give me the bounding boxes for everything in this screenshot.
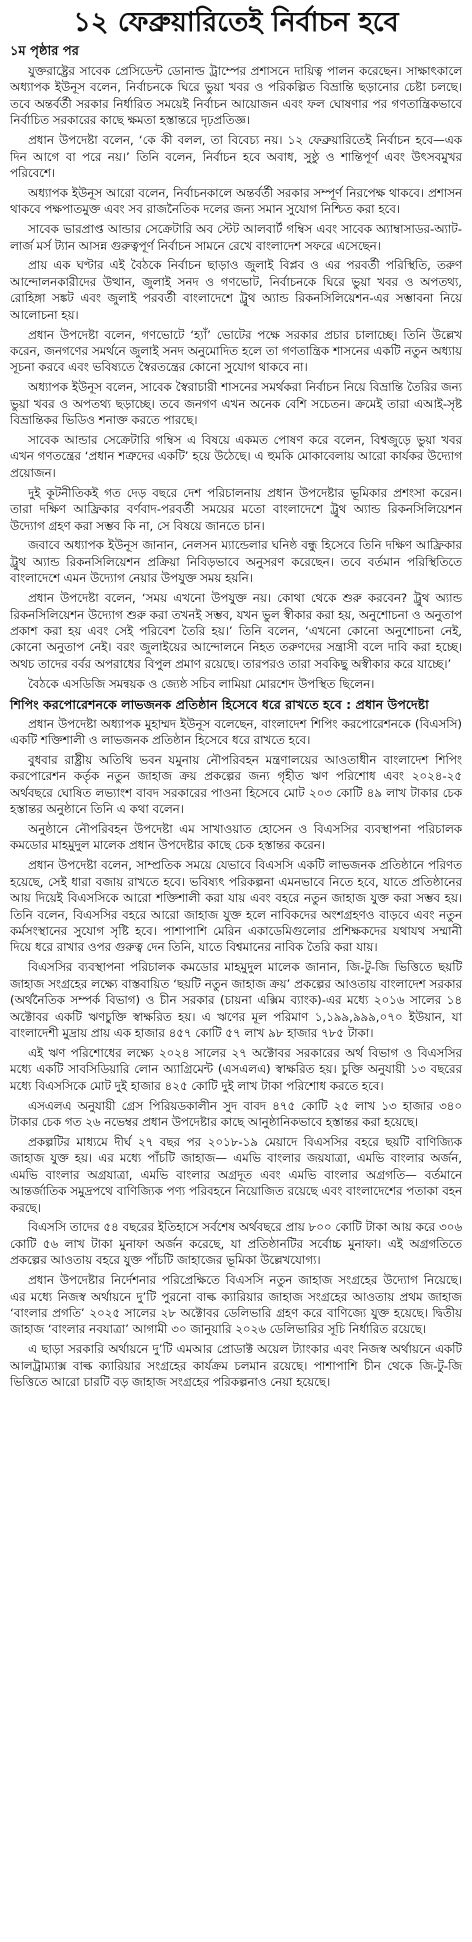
article-paragraph: প্রায় এক ঘণ্টার এই বৈঠকে নির্বাচন ছাড়াও জুলাই বিপ্লব ও এর পরবর্তী পরিস্থিতি, তরুণ আন্দোলনকারীদের উত্থান, জুলাই সনদ ও গণভোট, নির্বাচনকে ঘিরে ভুয়া খবর ও অপতথ্য, রোহিঙ্গা সঙ্কট এবং জুলাই পরবর্তী বাংলাদেশে ট্রুথ অ্যান্ড রিকনসিলিয়েশন-এর সম্ভাবনা নিয়ে আলোচনা হয়। — [10, 258, 462, 322]
article-paragraph: সাবেক আন্ডার সেক্রেটারি গম্বিস এ বিষয়ে একমত পোষণ করে বলেন, বিশ্বজুড়ে ভুয়া খবর এখন গণতন্ত্রের ‘প্রধান শত্রুদের একটি’ হয়ে উঠেছে। এ হুমকি মোকাবেলায় আরো কার্যকর উদ্যোগ প্রয়োজন। — [10, 433, 462, 480]
article-paragraph: বিএসসি তাদের ৫৪ বছরের ইতিহাসে সর্বশেষ অর্থবছরে প্রায় ৮০০ কোটি টাকা আয় করে ৩০৬ কোটি ৫৬ লাখ টাকা মুনাফা অর্জন করেছে, যা প্রতিষ্ঠানটির সর্বোচ্চ মুনাফা। এই অগ্রগতিতে প্রকল্পের আওতায় বহরে যুক্ত পাঁচটি জাহাজের ভূমিকা উল্লেখযোগ্য। — [10, 1220, 462, 1268]
article-paragraph: এ ছাড়া সরকারি অর্থায়নে দু’টি এমআর প্রোডাক্ট অয়েল ট্যাংকার এবং নিজস্ব অর্থায়নে একটি আলট্রাম্যাক্স বাল্ক ক্যারিয়ার সংগ্রহের কার্যক্রম চলমান রয়েছে। পাশাপাশি চীন থেকে জি-টু-জি ভিত্তিতে আরো চারটি বড় জাহাজ সংগ্রহের পরিকল্পনাও নেয়া হয়েছে। — [10, 1342, 462, 1390]
article-paragraph: অধ্যাপক ইউনূস আরো বলেন, নির্বাচনকালে অন্তর্বর্তী সরকার সম্পূর্ণ নিরপেক্ষ থাকবে। প্রশাসন থাকবে পক্ষপাতমুক্ত এবং সব রাজনৈতিক দলের জন্য সমান সুযোগ নিশ্চিত করা হবে। — [10, 185, 462, 217]
article-paragraph: প্রধান উপদেষ্টা অধ্যাপক মুহাম্মদ ইউনূস বলেছেন, বাংলাদেশ শিপিং করপোরেশনকে (বিএসসি) একটি শক্তিশালী ও লাভজনক প্রতিষ্ঠান হিসেবে ধরে রাখতে হবে। — [10, 716, 462, 748]
article-body-part-2 — [10, 716, 462, 1391]
article-paragraph: বৈঠকে এসডিজি সমন্বয়ক ও জ্যেষ্ঠ সচিব লামিয়া মোরশেদ উপস্থিত ছিলেন। — [28, 676, 375, 691]
article-paragraph: প্রকল্পটির মাধ্যমে দীর্ঘ ২৭ বছর পর ২০১৮-১৯ মেয়াদে বিএসসির বহরে ছয়টি বাণিজ্যিক জাহাজ যুক্ত হয়। এর মধ্যে পাঁচটি জাহাজ— এমভি বাংলার জয়যাত্রা, এমভি বাংলার অর্জন, এমভি বাংলার অগ্রযাত্রা, এমভি বাংলার অগ্রদূত এবং এমভি বাংলার অগ্রগতি— বর্তমানে আন্তর্জাতিক সমুদ্রপথে বাণিজ্যিক পণ্য পরিবহনে নিয়োজিত রয়েছে এবং বাংলাদেশের পতাকা বহন করছে। — [10, 1134, 462, 1215]
article-paragraph: বুধবার রাষ্ট্রীয় অতিথি ভবন যমুনায় নৌপরিবহন মন্ত্রণালয়ের আওতাধীন বাংলাদেশ শিপিং করপোরেশন কর্তৃক নতুন জাহাজ ক্রয় প্রকল্পের জন্য গৃহীত ঋণ পরিশোধ এবং ২০২৪-২৫ অর্থবছরে ঘোষিত লভ্যাংশ বাবদ সরকারের পাওনা হিসেবে মোট ২০৩ কোটি ৪৯ লাখ টাকার চেক হস্তান্তর অনুষ্ঠানে তিনি এ কথা বলেন। — [10, 752, 462, 817]
article-paragraph: এই ঋণ পরিশোধের লক্ষ্যে ২০২৪ সালের ২৭ অক্টোবর সরকারের অর্থ বিভাগ ও বিএসসির মধ্যে একটি সাবসিডিয়ারি লোন অ্যাগ্রিমেন্ট (এসএলএ) স্বাক্ষরিত হয়। চুক্তি অনুযায়ী ১৩ বছরের মধ্যে বিএসসিকে মোট দুই হাজার ৪২৫ কোটি দুই লাখ টাকা পরিশোধ করতে হবে। — [10, 1045, 462, 1093]
article-paragraph: অনুষ্ঠানে নৌপরিবহন উপদেষ্টা এম সাখাওয়াত হোসেন ও বিএসসির ব্যবস্থাপনা পরিচালক কমডোর মাহমুদুল মালেক প্রধান উপদেষ্টার কাছে চেক হস্তান্তর করেন। — [10, 822, 462, 853]
continuation-note: ১ম পৃষ্ঠার পর — [10, 44, 79, 59]
article-body-part-1 — [10, 63, 462, 692]
article-paragraph: প্রধান উপদেষ্টা বলেন, সাম্প্রতিক সময়ে যেভাবে বিএসসি একটি লাভজনক প্রতিষ্ঠানে পরিণত হয়েছে, সেই ধারা বজায় রাখতে হবে। ভবিষ্যৎ পরিকল্পনা এমনভাবে নিতে হবে, যাতে প্রতিষ্ঠানের আয় দিয়েই বিএসসিকে আরো শক্তিশালী করা যায় এবং বহরে নতুন জাহাজ যুক্ত করা সম্ভব হয়। তিনি বলেন, বিএসসির বহরে আরো জাহাজ যুক্ত হলে নাবিকদের অংশগ্রহণও বাড়বে এবং নতুন কর্মসংস্থানের সুযোগ সৃষ্টি হবে। পাশাপাশি মেরিন একাডেমিগুলোর প্রশিক্ষকদের যথাযথ সম্মানী দিয়ে ধরে রাখার ওপর গুরুত্ব দেন তিনি, যাতে বিশ্বমানের নাবিক তৈরি করা যায়। — [10, 858, 462, 955]
article-paragraph: সাবেক ভারপ্রাপ্ত আন্ডার সেক্রেটারি অব স্টেট আলবার্ট গম্বিস এবং সাবেক অ্যাম্বাসাডর-অ্যাট-লার্জ মর্স ট্যান আসন্ন গুরুত্বপূর্ণ নির্বাচন সামনে রেখে বাংলাদেশ সফরে এসেছেন। — [10, 222, 462, 253]
subheading: শিপিং করপোরেশনকে লাভজনক প্রতিষ্ঠান হিসেবে ধরে রাখতে হবে : প্রধান উপদেষ্টা — [10, 696, 429, 712]
article-paragraph: প্রধান উপদেষ্টার নির্দেশনার পরিপ্রেক্ষিতে বিএসসি নতুন জাহাজ সংগ্রহের উদ্যোগ নিয়েছে। এর মধ্যে নিজস্ব অর্থায়নে দু’টি পুরনো বাল্ক ক্যারিয়ার জাহাজ সংগ্রহের আওতায় প্রথম জাহাজ ‘বাংলার প্রগতি’ ২০২৫ সালের ২৮ অক্টোবর ডেলিভারি গ্রহণ করে বাণিজ্যে যুক্ত হয়েছে। দ্বিতীয় জাহাজ ‘বাংলার নবযাত্রা’ আগামী ৩০ জানুয়ারি ২০২৬ ডেলিভারির সূচি নির্ধারিত রয়েছে। — [10, 1273, 462, 1337]
headline: ১২ ফেব্রুয়ারিতেই নির্বাচন হবে — [73, 7, 399, 38]
article-paragraph: প্রধান উপদেষ্টা বলেন, গণভোটে ‘হ্যাঁ’ ভোটের পক্ষে সরকার প্রচার চালাচ্ছে। তিনি উল্লেখ করেন, জনগণের সমর্থনে জুলাই সনদ অনুমোদিত হলে তা গণতান্ত্রিক শাসনের একটি নতুন অধ্যায় সূচনা করবে এবং ভবিষ্যতে স্বৈরতন্ত্রের কোনো সুযোগ থাকবে না। — [10, 327, 462, 375]
article-paragraph: জবাবে অধ্যাপক ইউনূস জানান, নেলসন ম্যান্ডেলার ঘনিষ্ঠ বন্ধু হিসেবে তিনি দক্ষিণ আফ্রিকার ট্রুথ অ্যান্ড রিকনসিলিয়েশন প্রক্রিয়া নিবিড়ভাবে অনুসরণ করেছেন। তবে বর্তমান পরিস্থিতিতে বাংলাদেশে এমন উদ্যোগ নেয়ার উপযুক্ত সময় হয়নি। — [10, 538, 462, 586]
article-paragraph: প্রধান উপদেষ্টা বলেন, ‘সময় এখনো উপযুক্ত নয়। কোথা থেকে শুরু করবেন? ট্রুথ অ্যান্ড রিকনসিলিয়েশন উদ্যোগ শুরু করা তখনই সম্ভব, যখন ভুল স্বীকার করা হয়, অনুশোচনা ও অনুতাপ প্রকাশ করা হয় এবং সেই পরিবেশ তৈরি হয়।’ তিনি বলেন, ‘এখনো কোনো অনুশোচনা নেই, কোনো অনুতাপ নেই। বরং জুলাইয়ের আন্দোলনে নিহত তরুণদের সন্ত্রাসী বলে দাবি করা হচ্ছে। অথচ তাদের বর্বর অপরাধের বিপুল প্রমাণ রয়েছে। তারপরও তারা সবকিছু অস্বীকার করে যাচ্ছে।’ — [10, 591, 462, 671]
article-paragraph: অধ্যাপক ইউনূস বলেন, সাবেক স্বৈরাচারী শাসনের সমর্থকরা নির্বাচন নিয়ে বিভ্রান্তি তৈরির জন্য ভুয়া খবর ও অপতথ্য ছড়াচ্ছে। তবে জনগণ এখন অনেক বেশি সচেতন। ক্রমেই তারা এআই-সৃষ্ট বিভ্রান্তিকর ভিডিও শনাক্ত করতে পারছে। — [10, 380, 462, 428]
article-paragraph: বিএসসির ব্যবস্থাপনা পরিচালক কমডোর মাহমুদুল মালেক জানান, জি-টু-জি ভিত্তিতে ছয়টি জাহাজ সংগ্রহের লক্ষ্যে বাস্তবায়িত ‘ছয়টি নতুন জাহাজ ক্রয়’ প্রকল্পের আওতায় বাংলাদেশ সরকার (অর্থনৈতিক সম্পর্ক বিভাগ) ও চীন সরকার (চায়না এক্সিম ব্যাংক)-এর মধ্যে ২০১৬ সালের ১৪ অক্টোবর একটি ঋণচুক্তি স্বাক্ষরিত হয়। এ ঋণের মূল পরিমাণ ১,১৯৯,৯৯৯,০৭০ ইউয়ান, যা বাংলাদেশী মুদ্রায় প্রায় এক হাজার ৪৫৭ কোটি ৫৭ লাখ ৯৮ হাজার ৭৮৫ টাকা। — [10, 960, 462, 1040]
article-paragraph: যুক্তরাষ্ট্রের সাবেক প্রেসিডেন্ট ডোনাল্ড ট্রাম্পের প্রশাসনে দায়িত্ব পালন করেছেন। সাক্ষাৎকালে অধ্যাপক ইউনূস বলেন, নির্বাচনকে ঘিরে ভুয়া খবর ও পরিকল্পিত বিভ্রান্তি ছড়ানোর চেষ্টা চলছে। তবে অন্তর্বর্তী সরকার নির্ধারিত সময়েই নির্বাচন আয়োজন এবং ফল ঘোষণার পর গণতান্ত্রিকভাবে নির্বাচিত সরকারের কাছে ক্ষমতা হস্তান্তরে দৃঢ়প্রতিজ্ঞ। — [10, 64, 462, 128]
article-paragraph: প্রধান উপদেষ্টা বলেন, ‘কে কী বলল, তা বিবেচ্য নয়। ১২ ফেব্রুয়ারিতেই নির্বাচন হবে—এক দিন আগে বা পরে নয়।’ তিনি বলেন, নির্বাচন হবে অবাধ, সুষ্ঠু ও শান্তিপূর্ণ এবং উৎসবমুখর পরিবেশে। — [10, 133, 462, 180]
article-paragraph: দুই কূটনীতিকই গত দেড় বছরে দেশ পরিচালনায় প্রধান উপদেষ্টার ভূমিকার প্রশংসা করেন। তারা দক্ষিণ আফ্রিকার বর্ণবাদ-পরবর্তী সময়ের মতো বাংলাদেশে ট্রুথ অ্যান্ড রিকনসিলিয়েশন উদ্যোগ গ্রহণ করা সম্ভব কি না, সে বিষয়ে জানতে চান। — [10, 485, 462, 533]
article-paragraph: এসএলএ অনুযায়ী গ্রেস পিরিয়ডকালীন সুদ বাবদ ৪৭৫ কোটি ২৫ লাখ ১৩ হাজার ৩৪০ টাকার চেক গত ২৬ নভেম্বর প্রধান উপদেষ্টার কাছে আনুষ্ঠানিকভাবে হস্তান্তর করা হয়েছে। — [10, 1098, 462, 1129]
